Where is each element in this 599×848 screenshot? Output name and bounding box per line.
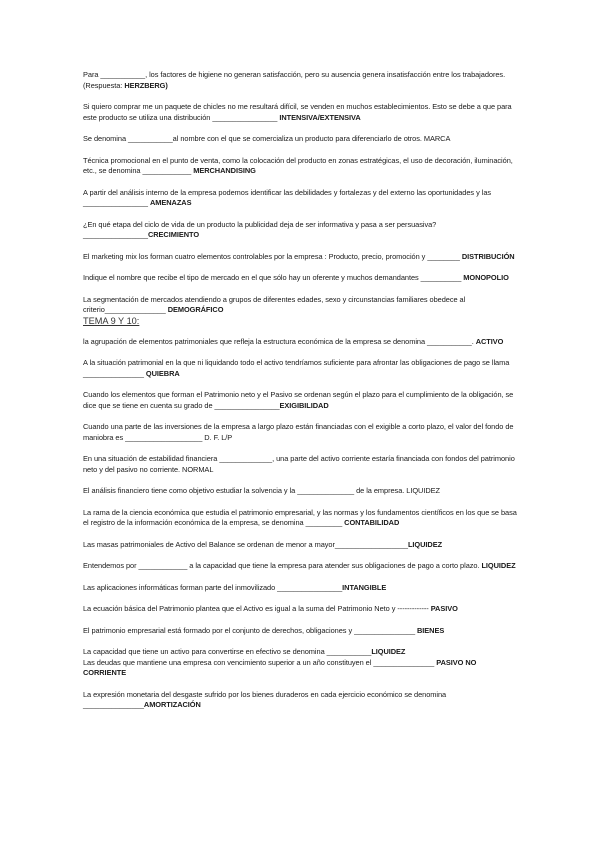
question-text: Las deudas que mantiene una empresa con vencimiento superior a un año constituyen el _______________ xyxy=(83,657,437,667)
question-21 xyxy=(83,626,519,637)
question-text: El marketing mix los forman cuatro elementos controlables por la empresa : Producto, precio, promoción y ________ xyxy=(83,251,462,261)
question-14 xyxy=(83,454,519,475)
question-17 xyxy=(83,540,519,551)
question-23 xyxy=(83,690,519,711)
answer: INTENSIVA/EXTENSIVA xyxy=(279,112,361,122)
question-text: Se denomina ___________al nombre con el que se comercializa un producto para diferenciarlo de otros. MARCA xyxy=(83,134,451,143)
question-8 xyxy=(83,273,519,284)
question-1 xyxy=(83,70,519,91)
question-text: La expresión monetaria del desgaste sufrido por los bienes duraderos en cada ejercicio económico se denomina _______________ xyxy=(83,689,447,709)
question-text: El análisis financiero tiene como objetivo estudiar la solvencia y la ______________ de la empresa. LIQUIDEZ xyxy=(83,486,440,495)
answer: BIENES xyxy=(417,625,445,635)
answer: INTANGIBLE xyxy=(342,582,387,592)
question-text: Las aplicaciones informáticas forman parte del inmovilizado ________________ xyxy=(83,582,343,592)
question-text: En una situación de estabilidad financiera _____________, una parte del activo corriente estaría financiada con fondos del patrimonio neto y del pasivo no corriente. NORMAL xyxy=(83,454,515,474)
answer: DISTRIBUCIÓN xyxy=(461,251,515,261)
answer: AMENAZAS xyxy=(149,198,192,207)
question-6 xyxy=(83,220,519,241)
question-20 xyxy=(83,604,519,615)
answer: MONOPOLIO xyxy=(463,273,509,282)
question-16 xyxy=(83,508,519,529)
question-text: Entendemos por ____________ a la capacidad que tiene la empresa para atender sus obligaciones de pago a corto plazo. xyxy=(83,561,482,570)
answer: DEMOGRÁFICO xyxy=(167,305,224,314)
question-4 xyxy=(83,156,519,177)
question-text: La capacidad que tiene un activo para convertirse en efectivo se denomina ___________ xyxy=(83,647,372,656)
question-text: El patrimonio empresarial está formado por el conjunto de derechos, obligaciones y _______________ xyxy=(83,625,418,635)
question-22 xyxy=(83,647,519,679)
question-text: Cuando una parte de las inversiones de la empresa a largo plazo están financiadas con el exigible a corto plazo, el valor del fondo de maniobra es ___________________ D. F. L/P xyxy=(83,422,514,442)
answer: HERZBERG) xyxy=(124,80,168,90)
question-10 xyxy=(83,337,519,348)
question-text: Si quiero comprar me un paquete de chicles no me resultará difícil, se venden en muchos establecimientos. Esto se debe a que para este producto se utiliza una distribución ________________ xyxy=(83,102,512,122)
question-5 xyxy=(83,188,519,209)
answer: QUIEBRA xyxy=(145,368,180,378)
question-3 xyxy=(83,134,519,145)
question-text: A la situación patrimonial en la que ni liquidando todo el activo tendríamos suficiente para afrontar las obligaciones de pago se llama _______________ xyxy=(83,358,510,378)
answer: AMORTIZACIÓN xyxy=(143,700,201,709)
question-text: A partir del análisis interno de la empresa podemos identificar las debilidades y fortalezas y del externo las oportunidades y las ________________ xyxy=(83,187,492,207)
question-text: La segmentación de mercados atendiendo a grupos de diferentes edades, sexo y circunstancias familiares obedece al criterio_______________ xyxy=(83,294,466,314)
question-19 xyxy=(83,583,519,594)
question-2 xyxy=(83,102,519,123)
answer: ACTIVO xyxy=(475,336,504,346)
question-18 xyxy=(83,561,519,572)
question-text: Cuando los elementos que forman el Patrimonio neto y el Pasivo se ordenan según el plazo para el cumplimiento de la obligación, se dice que se tiene en cuenta su grado de ________________ xyxy=(83,390,514,410)
question-text: Técnica promocional en el punto de venta, como la colocación del producto en zonas estratégicas, el uso de decoración, iluminación, etc., se denomina ____________ xyxy=(83,155,513,175)
question-text: Indique el nombre que recibe el tipo de mercado en el que sólo hay un oferente y muchos demandantes __________ xyxy=(83,273,464,282)
question-7 xyxy=(83,252,519,263)
question-text: ¿En qué etapa del ciclo de vida de un producto la publicidad deja de ser informativa y pasa a ser persuasiva? ________________ xyxy=(83,219,437,239)
question-text: La rama de la ciencia económica que estudia el patrimonio empresarial, y las normas y los fundamentos científicos en los que se basa el registro de la información económica de la empresa, se denomina _________ xyxy=(83,507,517,527)
answer: LIQUIDEZ xyxy=(371,647,406,656)
answer: LIQUIDEZ xyxy=(481,561,516,570)
question-13 xyxy=(83,422,519,443)
answer: CRECIMIENTO xyxy=(147,230,200,239)
question-15 xyxy=(83,486,519,497)
question-12 xyxy=(83,390,519,411)
question-9 xyxy=(83,295,519,316)
question-text: La ecuación básica del Patrimonio plantea que el Activo es igual a la suma del Patrimonio Neto y ------------- xyxy=(83,604,431,613)
answer: CONTABILIDAD xyxy=(344,518,400,527)
question-text: Las masas patrimoniales de Activo del Balance se ordenan de menor a mayor__________________ xyxy=(83,539,408,549)
section-heading: TEMA 9 Y 10: xyxy=(83,315,140,326)
answer: MERCHANDISING xyxy=(193,166,256,175)
answer: PASIVO NO CORRIENTE xyxy=(83,657,477,677)
answer: EXIGIBILIDAD xyxy=(279,400,329,410)
answer: PASIVO xyxy=(430,604,458,613)
question-text: Para ___________, los factores de higiene no generan satisfacción, pero su ausencia genera insatisfacción entre los trabajadores. (Respuesta: xyxy=(83,70,506,90)
answer: LIQUIDEZ xyxy=(407,539,443,549)
question-11 xyxy=(83,358,519,379)
question-text: la agrupación de elementos patrimoniales que refleja la estructura económica de la empresa se denomina ___________. xyxy=(83,336,476,346)
